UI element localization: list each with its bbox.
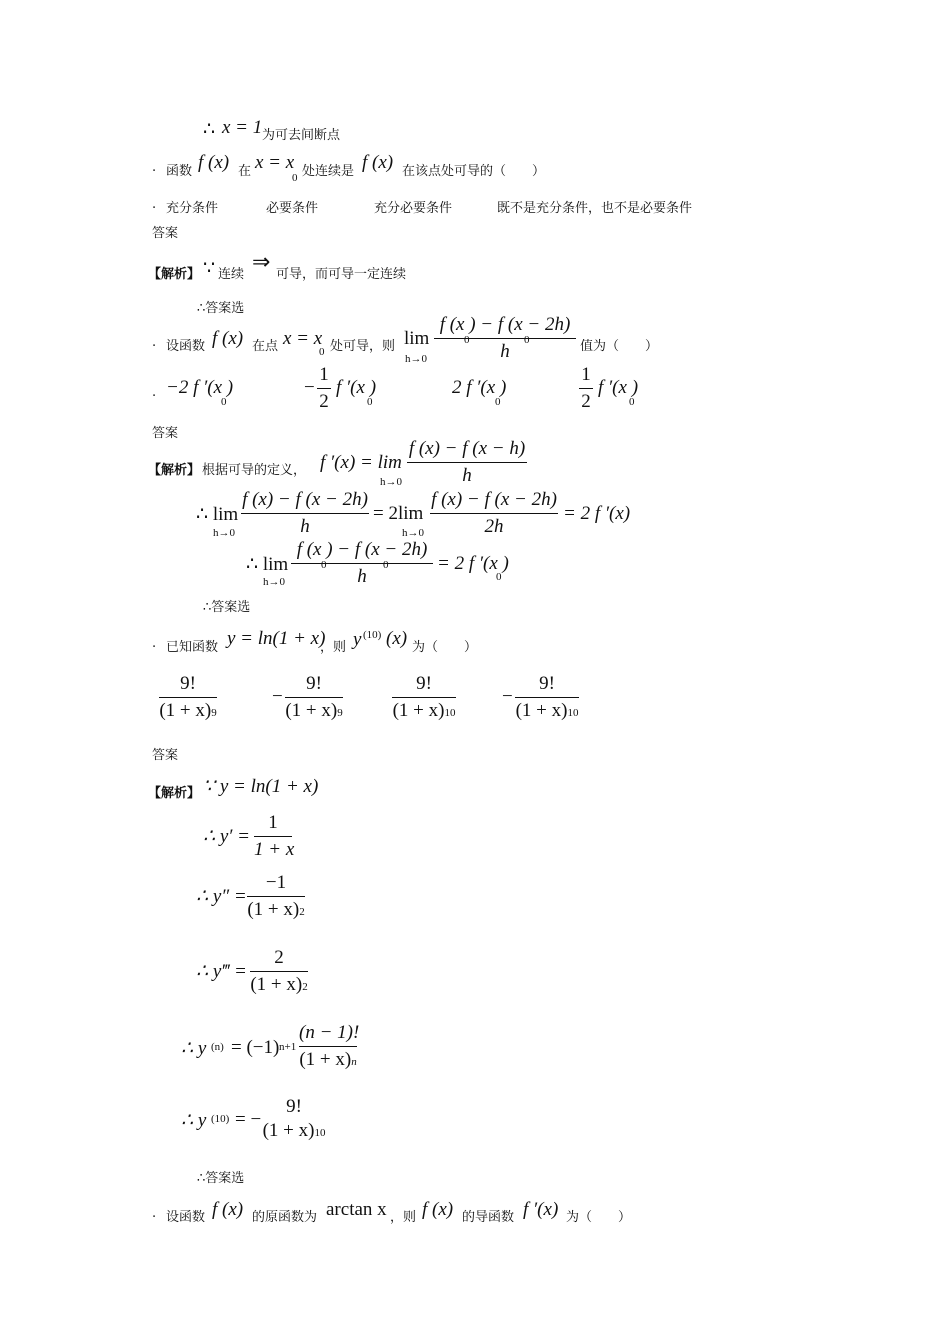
option-b: f ′(x ) <box>336 377 377 398</box>
denominator-base: (1 + x) <box>392 700 445 721</box>
lim-subscript: h→0 <box>405 353 427 365</box>
conclusion-text: ∴答案选 <box>197 1171 245 1186</box>
denominator: h <box>300 516 310 537</box>
denominator: 2h <box>484 516 504 537</box>
lim-subscript: h→0 <box>263 576 285 588</box>
question-marker: . <box>152 636 157 651</box>
step1-fraction-2 <box>430 489 558 538</box>
fraction-bar <box>285 697 343 698</box>
subscript: 0 <box>292 172 298 184</box>
answer-label: 答案 <box>152 226 179 241</box>
because-symbol: ∵ <box>203 258 216 279</box>
subscript: 0 <box>495 396 501 408</box>
numerator: 1 <box>268 812 278 833</box>
body-text: 的原函数为 <box>252 1210 318 1225</box>
denominator-base: (1 + x) <box>159 700 212 721</box>
subscript: 0 <box>221 396 227 408</box>
lim-subscript: h→0 <box>213 527 235 539</box>
exponent: 10 <box>444 707 456 719</box>
derivative-n-fraction <box>299 1022 360 1071</box>
numerator: 9! <box>306 673 322 694</box>
conclusion-text: ∴答案选 <box>197 301 245 316</box>
option-a: −2 f ′(x ) <box>166 377 234 398</box>
numerator: 1 <box>319 364 329 385</box>
math-expression: = 2lim <box>373 503 424 524</box>
math-expression: = (−1) <box>231 1037 280 1058</box>
denominator-base: (1 + x) <box>250 974 303 995</box>
body-text: 为可去间断点 <box>262 128 341 143</box>
option-c: 2 f ′(x ) <box>452 377 507 398</box>
denominator <box>159 700 217 722</box>
math-expression: arctan x <box>326 1199 387 1220</box>
fraction-bar <box>434 338 576 339</box>
fraction-bar <box>392 697 456 698</box>
question-marker: . <box>152 335 157 350</box>
body-text: 为（ ） <box>412 640 478 655</box>
subscript: 0 <box>464 334 470 346</box>
math-expression: ∵ y = ln(1 + x) <box>203 776 319 797</box>
exponent: 9 <box>211 707 217 719</box>
body-text: 根据可导的定义， <box>202 463 307 478</box>
body-text: 函数 <box>166 164 193 179</box>
numerator: −1 <box>265 872 287 893</box>
minus-sign: − <box>272 686 283 707</box>
math-expression: = 2 f ′(x ) <box>437 553 509 574</box>
option-marker: . <box>152 197 157 212</box>
definition-fraction <box>407 438 527 487</box>
option-c: 充分必要条件 <box>374 201 453 216</box>
denominator: h <box>500 341 510 362</box>
denominator <box>250 974 308 996</box>
numerator: (n − 1)! <box>299 1022 360 1043</box>
subscript: 0 <box>383 559 389 571</box>
denominator-base: (1 + x) <box>299 1049 352 1070</box>
conclusion-text: ∴答案选 <box>203 600 251 615</box>
math-expression: ∴ y″ = <box>196 886 247 907</box>
analysis-tag: 【解析】 <box>148 463 201 478</box>
exponent: 2 <box>299 906 305 918</box>
exponent: 10 <box>567 707 579 719</box>
math-expression: f (x) <box>362 152 394 173</box>
therefore-symbol: ∴ <box>203 119 216 140</box>
body-text: 在 <box>238 164 252 179</box>
fraction-bar <box>254 836 292 837</box>
superscript: (n) <box>211 1041 224 1053</box>
numerator: 1 <box>581 364 591 385</box>
math-expression: f (x) <box>198 152 230 173</box>
question-marker: . <box>152 1206 157 1221</box>
minus-sign: − <box>502 686 513 707</box>
math-expression: y = ln(1 + x) <box>227 628 326 649</box>
implies-symbol: ⇒ <box>252 249 271 274</box>
subscript: 0 <box>367 396 373 408</box>
math-expression: ∴ lim <box>196 504 239 525</box>
superscript: n+1 <box>279 1041 297 1053</box>
body-text: 为（ ） <box>566 1210 632 1225</box>
fraction-bar <box>250 971 308 972</box>
math-expression: = 2 f ′(x) <box>563 503 631 524</box>
denominator-base: (1 + x) <box>285 700 338 721</box>
fraction-bar <box>430 513 558 514</box>
numerator: 9! <box>286 1096 302 1117</box>
denominator <box>515 700 579 722</box>
lim-subscript: h→0 <box>380 476 402 488</box>
option-b: 必要条件 <box>266 201 319 216</box>
fraction-bar <box>515 697 579 698</box>
option-b-fraction <box>285 673 343 722</box>
fraction-bar <box>159 697 217 698</box>
numerator: 2 <box>274 947 284 968</box>
math-expression: ∴ y‴ = <box>196 961 247 982</box>
denominator: 1 + x <box>254 839 295 860</box>
denominator <box>392 700 456 722</box>
numerator: f (x) − f (x − h) <box>408 438 526 459</box>
numerator: f (x ) − f (x − 2h) <box>296 539 428 560</box>
body-text: ，则 <box>320 640 347 655</box>
fraction-bar <box>247 896 305 897</box>
fraction-bar <box>241 513 369 514</box>
math-expression: x = x <box>255 152 295 173</box>
subscript: 0 <box>629 396 635 408</box>
denominator <box>247 899 305 921</box>
minus-sign: − <box>304 377 315 398</box>
option-d: f ′(x ) <box>598 377 639 398</box>
denominator <box>299 1049 357 1071</box>
body-text: 已知函数 <box>166 640 219 655</box>
body-text: 设函数 <box>166 339 206 354</box>
option-a: 充分条件 <box>166 201 219 216</box>
numerator: 9! <box>416 673 432 694</box>
derivative-1-fraction <box>254 812 295 861</box>
denominator <box>285 700 343 722</box>
denominator: 2 <box>319 391 329 412</box>
option-b-fraction <box>317 364 331 413</box>
body-text: 设函数 <box>166 1210 206 1225</box>
denominator: 2 <box>581 391 591 412</box>
fraction-bar <box>291 563 433 564</box>
option-marker: . <box>152 385 157 400</box>
denominator: h <box>357 566 367 587</box>
numerator: f (x) − f (x − 2h) <box>242 489 368 510</box>
lim-operator: lim <box>404 328 430 349</box>
math-expression: x = 1 <box>222 117 263 138</box>
math-expression: f ′(x) <box>523 1199 559 1220</box>
denominator: h <box>462 465 472 486</box>
denominator-base: (1 + x) <box>515 700 568 721</box>
step2-fraction <box>291 539 433 588</box>
body-text: 处连续是 <box>302 164 355 179</box>
fraction-bar <box>317 388 331 389</box>
body-text: 在点 <box>252 339 279 354</box>
derivative-10-fraction <box>262 1096 326 1142</box>
math-expression: (x) <box>386 628 408 649</box>
step1-fraction <box>241 489 369 538</box>
exponent: 9 <box>337 707 343 719</box>
superscript: (10) <box>211 1113 230 1125</box>
body-text: 连续 <box>218 267 245 282</box>
body-text: 值为（ ） <box>580 339 659 354</box>
option-c-fraction <box>392 673 456 722</box>
subscript: 0 <box>321 559 327 571</box>
analysis-tag: 【解析】 <box>148 267 201 282</box>
subscript: 0 <box>524 334 530 346</box>
derivative-3-fraction <box>250 947 308 996</box>
exponent: 10 <box>314 1127 326 1139</box>
math-expression: ∴ lim <box>246 554 289 575</box>
math-expression: = − <box>235 1109 262 1130</box>
body-text: 处可导，则 <box>330 339 396 354</box>
superscript: (10) <box>363 629 382 641</box>
math-expression: ∴ y <box>181 1038 207 1059</box>
math-expression: ∴ y <box>181 1110 207 1131</box>
numerator: 9! <box>539 673 555 694</box>
fraction <box>434 314 576 363</box>
lim-subscript: h→0 <box>402 527 424 539</box>
subscript: 0 <box>319 346 325 358</box>
math-expression: ∴ y′ = <box>203 826 250 847</box>
denominator-base: (1 + x) <box>262 1120 315 1141</box>
exponent: n <box>351 1056 357 1068</box>
option-a-fraction <box>159 673 217 722</box>
fraction-bar <box>299 1046 357 1047</box>
subscript: 0 <box>496 571 502 583</box>
math-expression: f (x) <box>212 1199 244 1220</box>
fraction-bar <box>579 388 593 389</box>
option-d: 既不是充分条件，也不是必要条件 <box>497 201 693 216</box>
math-expression: y <box>353 629 362 650</box>
body-text: 可导，而可导一定连续 <box>276 267 407 282</box>
math-expression: f (x) <box>422 1199 454 1220</box>
numerator: 9! <box>180 673 196 694</box>
body-text: ，则 <box>390 1210 417 1225</box>
math-expression: f (x) <box>212 328 244 349</box>
exponent: 2 <box>302 981 308 993</box>
option-d-fraction <box>515 673 579 722</box>
question-marker: . <box>152 160 157 175</box>
derivative-2-fraction <box>247 872 305 921</box>
numerator: f (x) − f (x − 2h) <box>431 489 557 510</box>
denominator-base: (1 + x) <box>247 899 300 920</box>
body-text: 的导函数 <box>462 1210 515 1225</box>
fraction-bar <box>407 462 527 463</box>
option-d-fraction <box>579 364 593 413</box>
body-text: 在该点处可导的（ ） <box>402 164 546 179</box>
math-expression: x = x <box>283 328 323 349</box>
denominator <box>262 1120 326 1142</box>
numerator: f (x ) − f (x − 2h) <box>439 314 571 335</box>
math-expression: f ′(x) = lim <box>320 452 402 473</box>
answer-label: 答案 <box>152 426 179 441</box>
analysis-tag: 【解析】 <box>148 786 201 801</box>
answer-label: 答案 <box>152 748 179 763</box>
